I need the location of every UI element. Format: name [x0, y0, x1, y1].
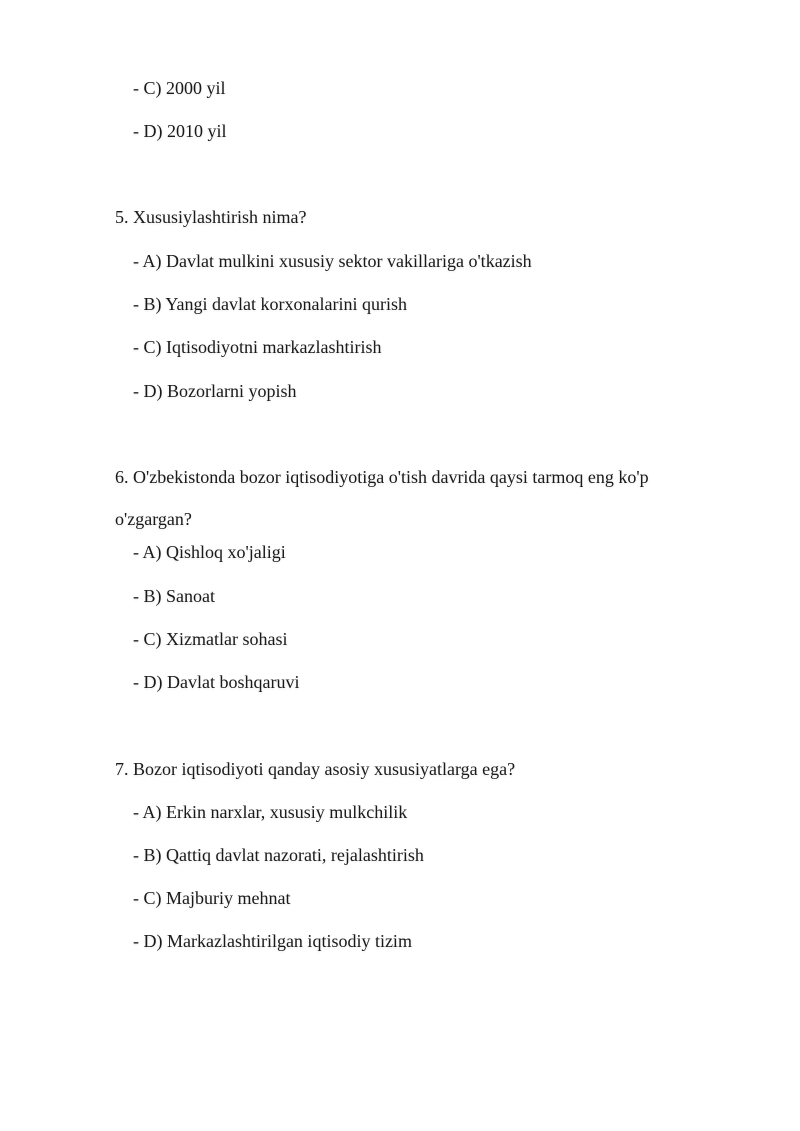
q7-option-c: - C) Majburiy mehnat	[133, 888, 291, 908]
q6-option-c: - C) Xizmatlar sohasi	[133, 629, 288, 649]
q6-option-a: - A) Qishloq xo'jaligi	[133, 542, 286, 562]
q5-option-c: - C) Iqtisodiyotni markazlashtirish	[133, 337, 382, 357]
q4-option-d: - D) 2010 yil	[133, 121, 227, 141]
q6-option-d: - D) Davlat boshqaruvi	[133, 672, 300, 692]
q5-option-b: - B) Yangi davlat korxonalarini qurish	[133, 294, 407, 314]
q5-option-a: - A) Davlat mulkini xususiy sektor vakillariga o'tkazish	[133, 251, 532, 271]
q7-option-a: - A) Erkin narxlar, xususiy mulkchilik	[133, 802, 408, 822]
q7-option-d: - D) Markazlashtirilgan iqtisodiy tizim	[133, 931, 412, 951]
q6-option-b: - B) Sanoat	[133, 586, 215, 606]
question-6: 6. O'zbekistonda bozor iqtisodiyotiga o'tish davrida qaysi tarmoq eng ko'p o'zgargan?	[115, 467, 649, 529]
question-5: 5. Xususiylashtirish nima?	[115, 207, 307, 227]
q4-option-c: - C) 2000 yil	[133, 78, 226, 98]
q5-option-d: - D) Bozorlarni yopish	[133, 381, 297, 401]
question-7: 7. Bozor iqtisodiyoti qanday asosiy xususiyatlarga ega?	[115, 759, 516, 779]
q7-option-b: - B) Qattiq davlat nazorati, rejalashtirish	[133, 845, 424, 865]
